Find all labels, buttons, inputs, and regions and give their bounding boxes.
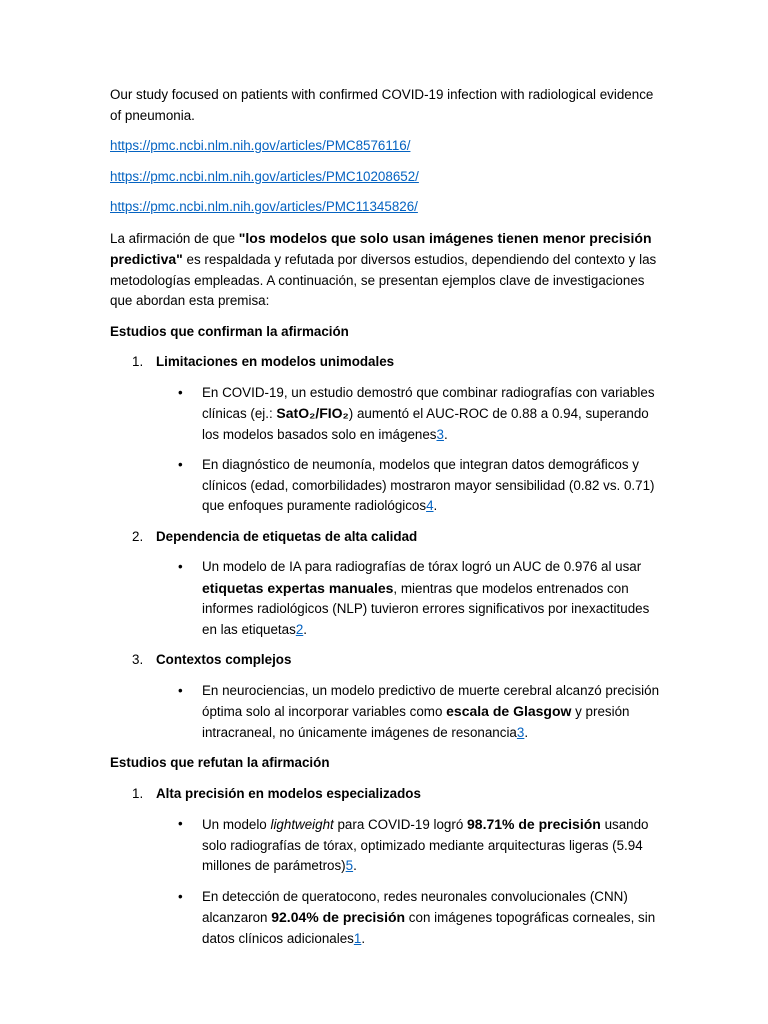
- list-item-title: Dependencia de etiquetas de alta calidad: [156, 528, 418, 544]
- bullet-bold: SatO₂/FIO₂: [276, 405, 349, 421]
- reference-link-1: [110, 136, 662, 157]
- list-item-title: Contextos complejos: [156, 652, 292, 667]
- section-heading-refute: Estudios que refutan la afirmación: [110, 755, 330, 770]
- bullet-text-cont: ) aumentó el AUC-ROC de 0.88 a 0.94, superando los modelos basados solo en imágenes: [202, 406, 649, 442]
- bullet-end: .: [353, 858, 357, 873]
- bullet-item: [110, 681, 662, 744]
- bullet-icon: •: [178, 682, 183, 698]
- list-number: 2.: [132, 528, 144, 544]
- list-number: 1.: [132, 785, 144, 801]
- bullet-item: [110, 557, 662, 640]
- refute-list-item-1: [110, 784, 662, 805]
- bullet-text-cont: con imágenes topográficas corneales, sin datos clínicos adicionales: [202, 910, 656, 946]
- bullet-icon: •: [178, 457, 183, 472]
- bullet-bold: etiquetas expertas manuales: [202, 579, 394, 596]
- claim-paragraph: [110, 228, 662, 312]
- pmc-link-1[interactable]: https://pmc.ncbi.nlm.nih.gov/articles/PMC8576116/: [110, 138, 411, 153]
- bullet-item: [110, 814, 662, 877]
- citation-link[interactable]: 3: [436, 426, 444, 442]
- bullet-text-mid: para COVID-19 logró: [333, 817, 467, 832]
- bullet-end: .: [524, 724, 529, 740]
- bullet-text: En detección de queratocono, redes neuronales convolucionales (CNN) alcanzaron: [202, 888, 628, 925]
- pmc-link-3[interactable]: https://pmc.ncbi.nlm.nih.gov/articles/PMC11345826/: [110, 199, 418, 214]
- intro-paragraph: Our study focused on patients with confirmed COVID-19 infection with radiological evidence of pneumonia.: [110, 87, 654, 123]
- reference-link-2: [110, 167, 662, 188]
- bullet-end: .: [443, 426, 448, 442]
- bullet-text-cont: y presión intracraneal, no únicamente imágenes de resonancia: [202, 704, 630, 740]
- bullet-text: Un modelo de IA para radiografías de tórax logró un AUC de 0.976 al usar: [202, 559, 642, 574]
- list-item-title: Limitaciones en modelos unimodales: [156, 354, 395, 369]
- confirm-list-item-2: [110, 527, 662, 548]
- bullet-bold: 98.71% de precisión: [467, 816, 601, 832]
- bullet-icon: •: [178, 384, 183, 400]
- bullet-end: .: [303, 621, 307, 637]
- bullet-bold: 92.04% de precisión: [271, 909, 406, 925]
- reference-link-3: [110, 197, 662, 218]
- bullet-end: .: [433, 498, 438, 513]
- citation-link[interactable]: 4: [426, 498, 434, 513]
- bullet-text: En COVID-19, un estudio demostró que combinar radiografías con variables clínicas (ej.:: [202, 384, 655, 421]
- bullet-item: [110, 455, 662, 517]
- claim-quote: "los modelos que solo usan imágenes tienen menor precisión predictiva": [110, 229, 652, 267]
- confirm-list-item-1: [110, 352, 662, 373]
- bullet-text: En diagnóstico de neumonía, modelos que integran datos demográficos y clínicos (edad, comorbilidades) mostraron mayor sensibilidad (0.82 vs. 0.71) que enfoques puramente radiológicos: [202, 457, 655, 513]
- bullet-bold: escala de Glasgow: [446, 703, 572, 719]
- bullet-icon: •: [178, 816, 183, 831]
- claim-post: es respaldada y refutada por diversos estudios, dependiendo del contexto y las metodologías empleadas. A continuación, se presentan ejemplos clave de investigaciones que abordan esta premisa:: [110, 252, 657, 308]
- confirm-list-item-3: [110, 650, 662, 671]
- bullet-text-cont: usando solo radiografías de tórax, optimizado mediante arquitecturas ligeras (5.94 millones de parámetros): [202, 817, 649, 873]
- bullet-item: [110, 383, 662, 446]
- bullet-text-cont: , mientras que modelos entrenados con informes radiológicos (NLP) tuvieron errores significativos por inexactitudes en las etiquetas: [202, 580, 650, 637]
- list-item-title: Alta precisión en modelos especializados: [156, 785, 421, 801]
- bullet-text: Un modelo: [202, 817, 271, 832]
- pmc-link-2[interactable]: https://pmc.ncbi.nlm.nih.gov/articles/PMC10208652/: [110, 168, 419, 184]
- bullet-italic: lightweight: [270, 817, 334, 832]
- document-body: [110, 85, 662, 959]
- citation-link[interactable]: 2: [295, 621, 304, 637]
- claim-pre: La afirmación de que: [110, 230, 239, 246]
- citation-link[interactable]: 1: [353, 930, 362, 946]
- list-number: 3.: [132, 652, 144, 667]
- citation-link[interactable]: 3: [516, 724, 525, 740]
- bullet-item: [110, 887, 662, 950]
- bullet-text: En neurociencias, un modelo predictivo de muerte cerebral alcanzó precisión óptima solo al incorporar variables como: [202, 682, 660, 719]
- section-heading-confirm: Estudios que confirman la afirmación: [110, 323, 349, 339]
- bullet-end: .: [361, 930, 366, 946]
- bullet-icon: •: [178, 888, 183, 904]
- bullet-icon: •: [178, 559, 183, 574]
- list-number: 1.: [132, 354, 144, 369]
- citation-link[interactable]: 5: [345, 858, 354, 873]
